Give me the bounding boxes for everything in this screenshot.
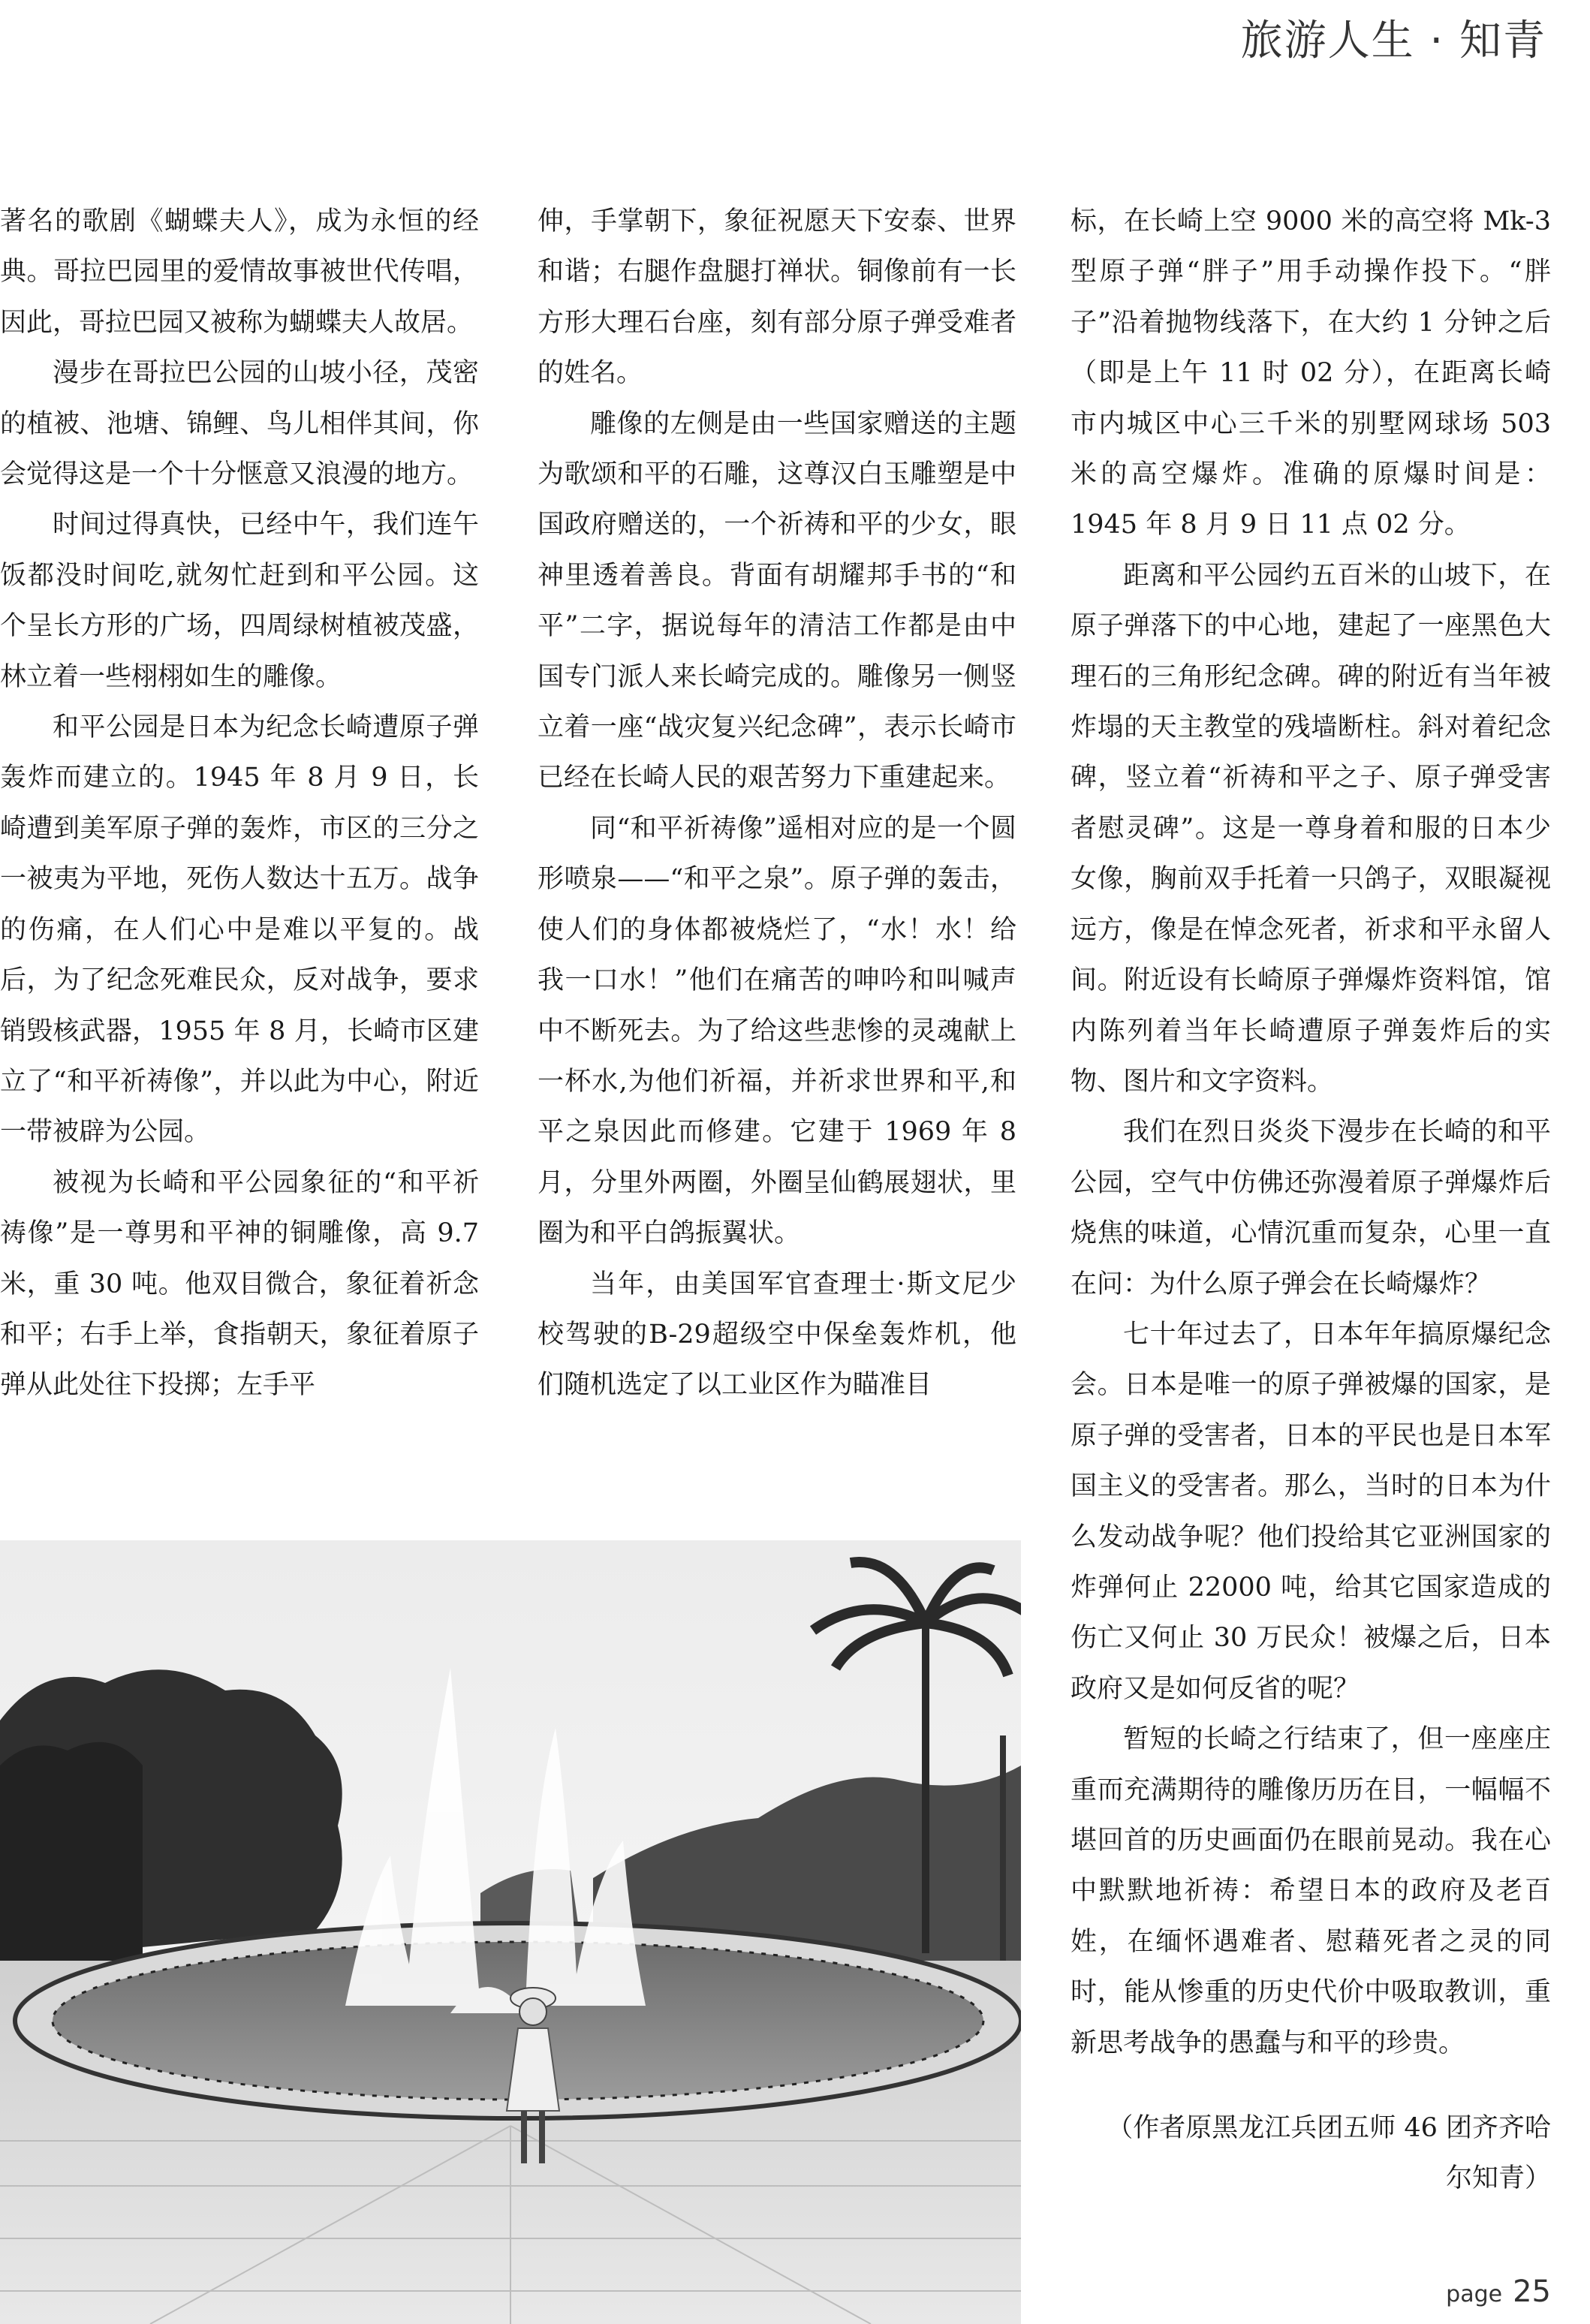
article-column-1 — [0, 197, 479, 1411]
paragraph: 伸，手掌朝下，象征祝愿天下安泰、世界和谐；右腿作盘腿打禅状。铜像前有一长方形大理石台座，刻有部分原子弹受难者的姓名。 — [538, 206, 1016, 389]
byline-line: （作者原黑龙江兵团五师 46 团齐齐哈 — [1107, 2113, 1551, 2143]
paragraph: 标，在长崎上空 9000 米的高空将 Mk-3 型原子弹“胖子”用手动操作投下。“胖子”沿着抛物线落下，在大约 1 分钟之后（即是上午 11 时 02 分），在距离长崎市内城区中心三千米的别墅网球场 503 米的高空爆炸。准确的原爆时间是：1945 年 8 月 9 日 11 点 02 分。 — [1071, 206, 1551, 540]
byline-line: 尔知青） — [1445, 2163, 1551, 2193]
article-column-3 — [1071, 197, 1551, 2069]
peace-fountain-image — [0, 1540, 1021, 2324]
paragraph: 七十年过去了，日本年年搞原爆纪念会。日本是唯一的原子弹被爆的国家，是原子弹的受害者，日本的平民也是日本军国主义的受害者。那么，当时的日本为什么发动战争呢？他们投给其它亚洲国家的炸弹何止 22000 吨，给其它国家造成的伤亡又何止 30 万民众！被爆之后，日本政府又是如何反省的呢？ — [1071, 1319, 1551, 1704]
fountain-photo — [0, 1540, 1021, 2324]
article-column-2 — [538, 197, 1016, 1411]
paragraph: 当年，由美国军官查理士·斯文尼少校驾驶的B-29超级空中保垒轰炸机，他们随机选定了以工业区作为瞄准目 — [538, 1269, 1016, 1401]
page-number: 25 — [1513, 2274, 1551, 2309]
section-header: 旅游人生 · 知青 — [1240, 17, 1546, 65]
paragraph: 我们在烈日炎炎下漫步在长崎的和平公园，空气中仿佛还弥漫着原子弹爆炸后烧焦的味道，心情沉重而复杂，心里一直在问：为什么原子弹会在长崎爆炸？ — [1071, 1117, 1551, 1299]
paragraph: 时间过得真快，已经中午，我们连午饭都没时间吃,就匆忙赶到和平公园。这个呈长方形的广场，四周绿树植被茂盛，林立着一些栩栩如生的雕像。 — [0, 510, 479, 692]
paragraph: 暂短的长崎之行结束了，但一座座庄重而充满期待的雕像历历在目，一幅幅不堪回首的历史画面仍在眼前晃动。我在心中默默地祈祷：希望日本的政府及老百姓，在缅怀遇难者、慰藉死者之灵的同时，能从惨重的历史代价中吸取教训，重新思考战争的愚蠢与和平的珍贵。 — [1071, 1724, 1551, 2058]
paragraph: 被视为长崎和平公园象征的“和平祈祷像”是一尊男和平神的铜雕像，高 9.7 米，重 30 吨。他双目微合，象征着祈念和平；右手上举，食指朝天，象征着原子弹从此处往下投掷；左手平 — [0, 1167, 479, 1401]
paragraph: 著名的歌剧《蝴蝶夫人》，成为永恒的经典。哥拉巴园里的爱情故事被世代传唱，因此，哥拉巴园又被称为蝴蝶夫人故居。 — [0, 206, 479, 338]
paragraph: 和平公园是日本为纪念长崎遭原子弹轰炸而建立的。1945 年 8 月 9 日，长崎遭到美军原子弹的轰炸，市区的三分之一被夷为平地，死伤人数达十五万。战争的伤痛，在人们心中是难以平复的。战后，为了纪念死难民众，反对战争，要求销毁核武器，1955 年 8 月，长崎市区建立了“和平祈祷像”，并以此为中心，附近一带被辟为公园。 — [0, 712, 479, 1148]
paragraph: 同“和平祈祷像”遥相对应的是一个圆形喷泉——“和平之泉”。原子弹的轰击，使人们的身体都被烧烂了，“水！水！给我一口水！”他们在痛苦的呻吟和叫喊声中不断死去。为了给这些悲惨的灵魂献上一杯水,为他们祈福，并祈求世界和平,和平之泉因此而修建。它建于 1969 年 8 月，分里外两圈，外圈呈仙鹤展翅状，里圈为和平白鸽振翼状。 — [538, 813, 1016, 1249]
page-footer — [1446, 2274, 1551, 2309]
paragraph: 雕像的左侧是由一些国家赠送的主题为歌颂和平的石雕，这尊汉白玉雕塑是中国政府赠送的，一个祈祷和平的少女，眼神里透着善良。背面有胡耀邦手书的“和平”二字，据说每年的清洁工作都是由中国专门派人来长崎完成的。雕像另一侧竖立着一座“战灾复兴纪念碑”，表示长崎市已经在长崎人民的艰苦努力下重建起来。 — [538, 408, 1016, 793]
page-label: page — [1446, 2281, 1503, 2307]
paragraph: 漫步在哥拉巴公园的山坡小径，茂密的植被、池塘、锦鲤、鸟儿相伴其间，你会觉得这是一个十分惬意又浪漫的地方。 — [0, 358, 479, 490]
paragraph: 距离和平公园约五百米的山坡下，在原子弹落下的中心地，建起了一座黑色大理石的三角形纪念碑。碑的附近有当年被炸塌的天主教堂的残墙断柱。斜对着纪念碑，竖立着“祈祷和平之子、原子弹受害者慰灵碑”。这是一尊身着和服的日本少女像，胸前双手托着一只鸽子，双眼凝视远方，像是在悼念死者，祈求和平永留人间。附近设有长崎原子弹爆炸资料馆，馆内陈列着当年长崎遭原子弹轰炸后的实物、图片和文字资料。 — [1071, 560, 1551, 1097]
author-byline — [1071, 2103, 1551, 2204]
